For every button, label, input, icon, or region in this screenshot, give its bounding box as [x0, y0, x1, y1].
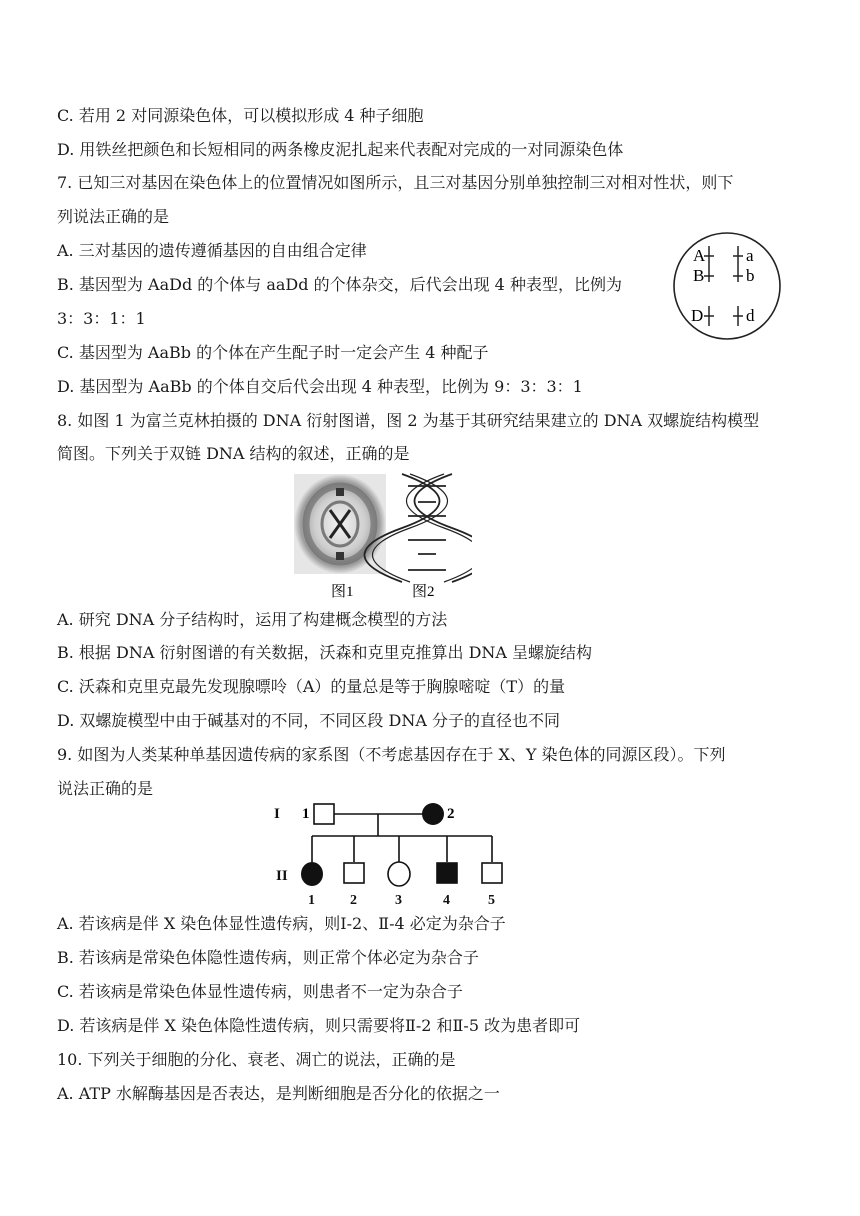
option-b: B. 若该病是常染色体隐性遗传病，则正常个体必定为杂合子	[57, 948, 479, 967]
individual-II-2-normal-male	[344, 863, 364, 883]
gene-label-B: B	[693, 266, 705, 285]
option-a: A. 若该病是伴 X 染色体显性遗传病，则Ⅰ-2、Ⅱ-4 必定为杂合子	[57, 914, 506, 933]
gene-label-A: A	[693, 246, 706, 265]
individual-II-3-normal-female	[388, 862, 410, 886]
option-c: C. 基因型为 AaBb 的个体在产生配子时一定会产生 4 种配子	[57, 343, 489, 362]
question-9-stem: 9. 如图为人类某种单基因遗传病的家系图（不考虑基因存在于 X、Y 染色体的同源区段）。下列	[57, 745, 726, 764]
figure-1-label: 图1	[331, 584, 354, 600]
gene-label-b: b	[746, 266, 755, 285]
individual-II-5-label: 5	[488, 893, 495, 908]
figure-2-label: 图2	[412, 584, 435, 600]
pedigree-chart	[268, 798, 518, 910]
individual-II-4-label: 4	[443, 893, 450, 908]
question-10-stem: 10. 下列关于细胞的分化、衰老、凋亡的说法，正确的是	[57, 1050, 456, 1069]
option-d: D. 基因型为 AaBb 的个体自交后代会出现 4 种表型，比例为 9：3：3：1	[57, 377, 583, 396]
generation-label-2: II	[276, 868, 288, 884]
individual-II-3-label: 3	[395, 893, 402, 908]
text-line: C. 若用 2 对同源染色体，可以模拟形成 4 种子细胞	[57, 106, 424, 125]
individual-I-2-label: 2	[447, 806, 455, 822]
option-a: A. 三对基因的遗传遵循基因的自由组合定律	[57, 241, 367, 260]
generation-label-1: I	[274, 806, 280, 822]
individual-II-4-affected-male	[437, 863, 457, 883]
text-line: 说法正确的是	[57, 779, 154, 798]
text-line: D. 用铁丝把颜色和长短相同的两条橡皮泥扎起来代表配对完成的一对同源染色体	[57, 140, 624, 159]
option-c: C. 沃森和克里克最先发现腺嘌呤（A）的量总是等于胸腺嘧啶（T）的量	[57, 677, 566, 696]
individual-I-2-affected-female	[422, 803, 444, 825]
text-line: 列说法正确的是	[57, 207, 170, 226]
individual-II-1-label: 1	[308, 893, 315, 908]
option-d: D. 双螺旋模型中由于碱基对的不同，不同区段 DNA 分子的直径也不同	[57, 711, 560, 730]
option-d: D. 若该病是伴 X 染色体隐性遗传病，则只需要将Ⅱ-2 和Ⅱ-5 改为患者即可	[57, 1016, 581, 1035]
individual-II-1-affected-female	[301, 862, 323, 886]
gene-label-a: a	[746, 246, 754, 265]
dna-figures	[292, 470, 472, 602]
chromosome-figure	[671, 230, 791, 342]
xray-diffraction-image	[294, 474, 386, 574]
option-a: A. ATP 水解酶基因是否表达，是判断细胞是否分化的依据之一	[57, 1084, 500, 1103]
individual-I-1-label: 1	[302, 806, 310, 822]
option-b: B. 基因型为 AaDd 的个体与 aaDd 的个体杂交，后代会出现 4 种表型，比例为	[57, 275, 622, 294]
gene-label-d: d	[746, 306, 755, 325]
option-a: A. 研究 DNA 分子结构时，运用了构建概念模型的方法	[57, 610, 448, 629]
question-8-stem: 8. 如图 1 为富兰克林拍摄的 DNA 衍射图谱，图 2 为基于其研究结果建立的 DNA 双螺旋结构模型	[57, 411, 760, 430]
individual-II-5-normal-male	[482, 863, 502, 883]
text-line: 简图。下列关于双链 DNA 结构的叙述，正确的是	[57, 444, 410, 463]
individual-I-1-normal-male	[314, 804, 334, 824]
gene-label-D: D	[691, 306, 704, 325]
text-line: 3：3：1：1	[57, 309, 146, 328]
option-c: C. 若该病是常染色体显性遗传病，则患者不一定为杂合子	[57, 982, 463, 1001]
question-7-stem: 7. 已知三对基因在染色体上的位置情况如图所示，且三对基因分别单独控制三对相对性状，则下	[57, 173, 734, 192]
individual-II-2-label: 2	[350, 893, 357, 908]
option-b: B. 根据 DNA 衍射图谱的有关数据，沃森和克里克推算出 DNA 呈螺旋结构	[57, 643, 593, 662]
